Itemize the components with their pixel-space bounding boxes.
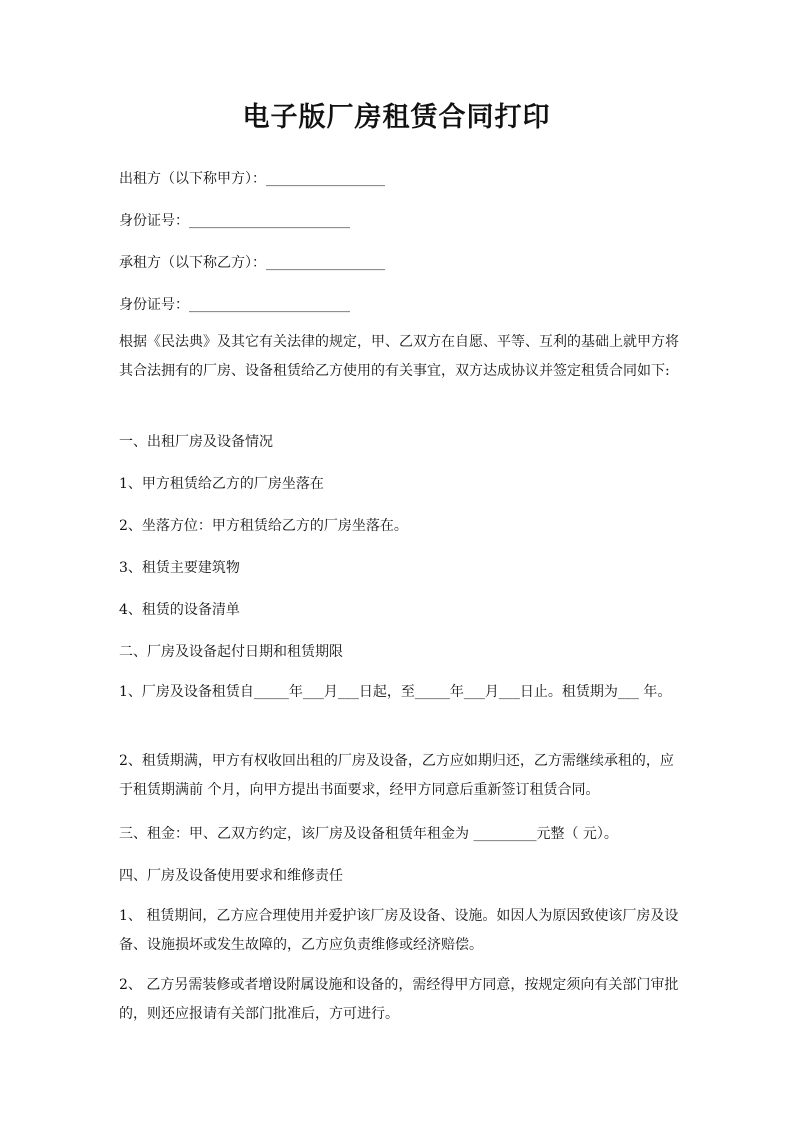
section-2-heading: 二、厂房及设备起付日期和租赁期限 [119,644,343,660]
section-1-item-3: 3、租赁主要建筑物 [119,560,240,576]
section-1-item-2: 2、坐落方位：甲方租赁给乙方的厂房坐落在。 [119,518,408,534]
lessee-line: 承租方（以下称乙方）：_________________ [119,255,385,271]
section-2-item-1: 1、厂房及设备租赁自_____年___月___日起，至_____年___月___日止。租赁期为___ 年。 [119,684,672,700]
lessee-id-line: 身份证号：_______________________ [119,297,350,313]
section-3-rent: 三、租金：甲、乙双方约定，该厂房及设备租赁年租金为 _________元整（ 元）。 [119,826,618,842]
intro-paragraph: 根据《民法典》及其它有关法律的规定，甲、乙双方在自愿、平等、互利的基础上就甲方将其合法拥有的厂房、设备租赁给乙方使用的有关事宜，双方达成协议并签定租赁合同如下: [119,334,679,379]
section-4-heading: 四、厂房及设备使用要求和维修责任 [119,868,343,884]
section-2-item-2: 2、租赁期满，甲方有权收回出租的厂房及设备，乙方应如期归还，乙方需继续承租的，应于租赁期满前 个月，向甲方提出书面要求，经甲方同意后重新签订租赁合同。 [119,753,674,798]
section-4-item-1: 1、 租赁期间，乙方应合理使用并爱护该厂房及设备、设施。如因人为原因致使该厂房及设备、设施损坏或发生故障的，乙方应负责维修或经济赔偿。 [119,908,679,953]
lessor-id-line: 身份证号：_______________________ [119,213,350,229]
lessor-line: 出租方（以下称甲方）：_________________ [119,171,385,187]
section-1-item-4: 4、租赁的设备清单 [119,602,240,618]
section-4-item-2: 2、 乙方另需装修或者增设附属设施和设备的，需经得甲方同意，按规定须向有关部门审批的，则还应报请有关部门批准后，方可进行。 [119,977,679,1022]
document-title: 电子版厂房租赁合同打印 [242,102,551,133]
section-1-heading: 一、出租厂房及设备情况 [119,434,273,450]
section-1-item-1: 1、甲方租赁给乙方的厂房坐落在 [119,476,324,492]
